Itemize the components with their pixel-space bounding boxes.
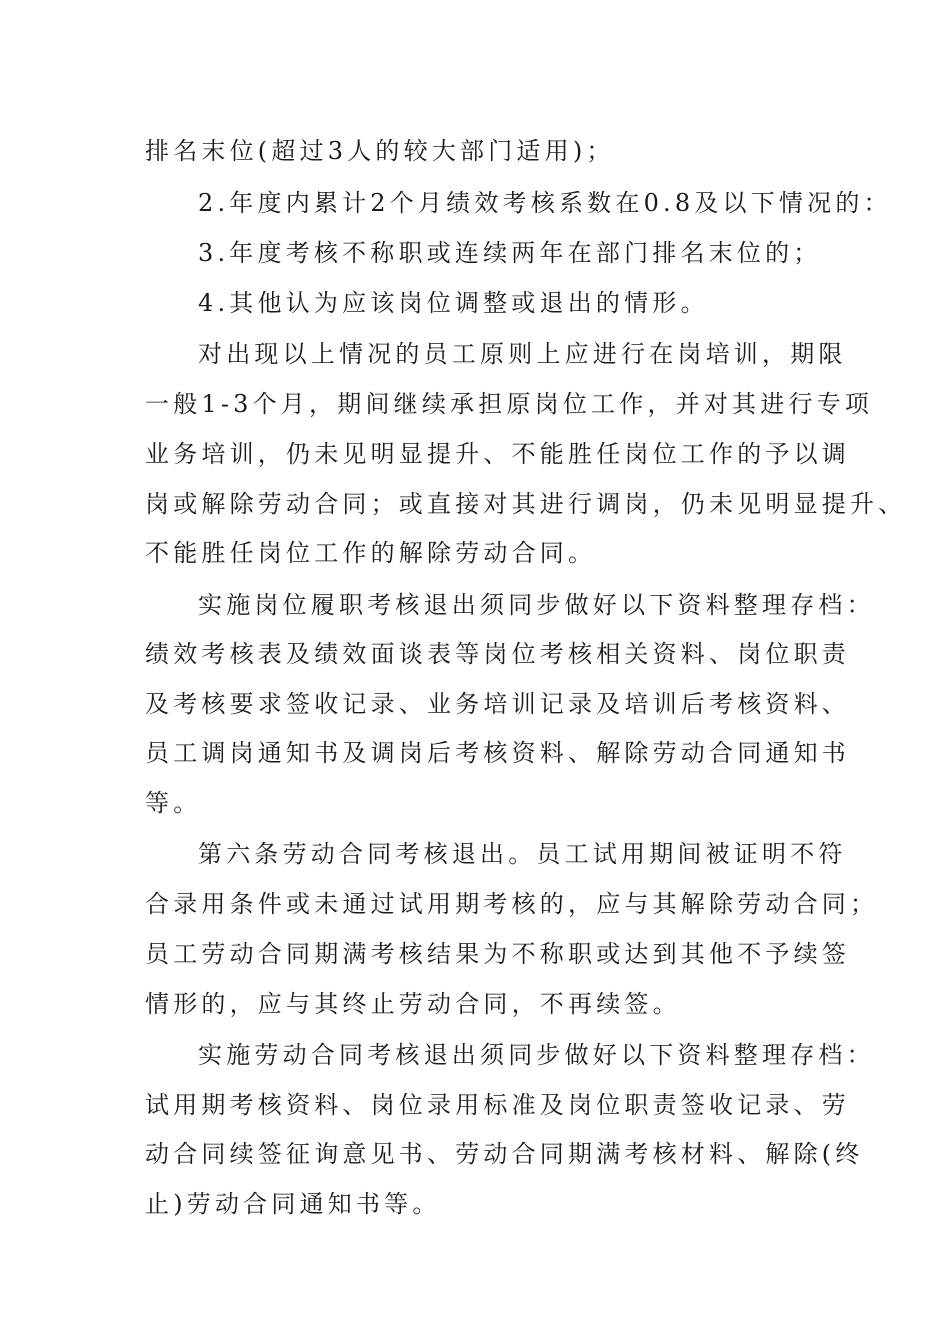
text-line: 不能胜任岗位工作的解除劳动合同。 — [145, 539, 597, 567]
text-line: 及考核要求签收记录、业务培训记录及培训后考核资料、 — [145, 690, 850, 718]
text-line: 第六条劳动合同考核退出。员工试用期间被证明不符 — [198, 840, 847, 868]
text-line: 实施岗位履职考核退出须同步做好以下资料整理存档： — [198, 591, 875, 619]
text-line: 4.其他认为应该岗位调整或退出的情形。 — [198, 289, 709, 317]
text-line: 动合同续签征询意见书、劳动合同期满考核材料、解除(终 — [145, 1140, 864, 1168]
text-line: 等。 — [145, 789, 202, 817]
text-line: 员工劳动合同期满考核结果为不称职或达到其他不予续签 — [145, 940, 850, 968]
text-line: 情形的，应与其终止劳动合同，不再续签。 — [145, 990, 681, 1018]
text-line: 一般1-3个月，期间继续承担原岗位工作，并对其进行专项 — [145, 390, 874, 418]
text-line: 排名末位(超过3人的较大部门适用)； — [145, 137, 615, 165]
text-line: 止)劳动合同通知书等。 — [145, 1190, 441, 1218]
text-line: 业务培训，仍未见明显提升、不能胜任岗位工作的予以调 — [145, 440, 850, 468]
text-line: 3.年度考核不称职或连续两年在部门排名末位的； — [198, 239, 822, 267]
text-line: 合录用条件或未通过试用期考核的，应与其解除劳动合同； — [145, 890, 879, 918]
text-line: 对出现以上情况的员工原则上应进行在岗培训，期限 — [198, 340, 847, 368]
text-line: 绩效考核表及绩效面谈表等岗位考核相关资料、岗位职责 — [145, 640, 850, 668]
text-line: 实施劳动合同考核退出须同步做好以下资料整理存档： — [198, 1041, 875, 1069]
text-line: 2.年度内累计2个月绩效考核系数在0.8及以下情况的： — [198, 189, 892, 217]
text-line: 员工调岗通知书及调岗后考核资料、解除劳动合同通知书 — [145, 739, 850, 767]
text-line: 试用期考核资料、岗位录用标准及岗位职责签收记录、劳 — [145, 1091, 850, 1119]
text-line: 岗或解除劳动合同；或直接对其进行调岗，仍未见明显提升、 — [145, 490, 907, 518]
